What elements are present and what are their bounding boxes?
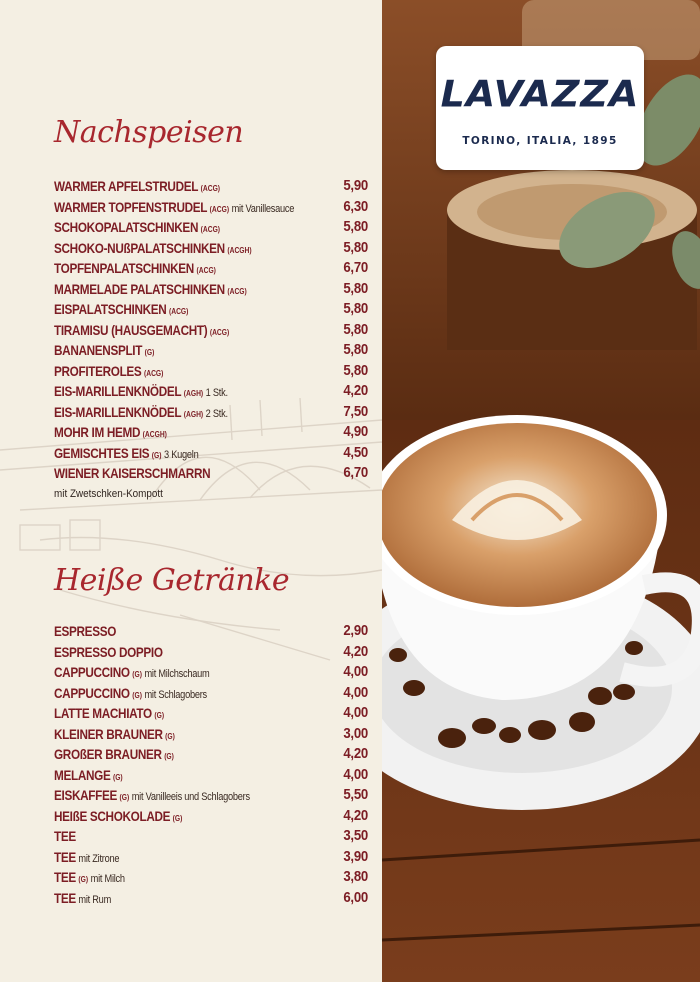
item-price: 5,80 bbox=[343, 279, 368, 297]
item-price: 5,80 bbox=[343, 300, 368, 317]
item-title: ESPRESSO DOPPIO bbox=[54, 643, 163, 660]
item-price: 5,80 bbox=[343, 341, 368, 358]
menu-item bbox=[54, 422, 368, 443]
desserts-footnote: mit Zwetschken-Kompott bbox=[54, 488, 163, 500]
item-title: ESPRESSO bbox=[54, 623, 117, 639]
item-title: TEE bbox=[54, 828, 76, 844]
item-title: WARMER TOPFENSTRUDEL bbox=[54, 198, 208, 215]
item-title: TEE bbox=[54, 848, 76, 865]
item-price: 6,70 bbox=[343, 259, 368, 276]
menu-item bbox=[54, 662, 368, 683]
menu-item bbox=[54, 683, 368, 704]
allergen-code: (G) bbox=[165, 731, 175, 741]
allergen-code: (G) bbox=[78, 875, 89, 884]
menu-item bbox=[54, 176, 368, 197]
desserts-list bbox=[54, 176, 368, 484]
item-price: 4,50 bbox=[343, 443, 368, 461]
allergen-code: (ACG) bbox=[196, 266, 216, 275]
allergen-code: (G) bbox=[172, 813, 183, 823]
allergen-code: (ACG) bbox=[168, 307, 189, 316]
menu-item bbox=[54, 258, 368, 279]
allergen-code: (G) bbox=[132, 690, 142, 700]
item-title: EIS-MARILLENKNÖDEL bbox=[54, 383, 182, 399]
item-title: SCHOKOPALATSCHINKEN bbox=[54, 219, 199, 235]
allergen-code: (ACG) bbox=[200, 184, 221, 193]
menu-item bbox=[54, 217, 368, 238]
item-title: EISPALATSCHINKEN bbox=[54, 301, 167, 317]
logo-tagline: TORINO, ITALIA, 1895 bbox=[462, 135, 618, 147]
item-price: 5,50 bbox=[343, 786, 368, 803]
item-price: 3,90 bbox=[343, 847, 368, 865]
item-name bbox=[54, 621, 116, 641]
item-price: 6,30 bbox=[343, 197, 368, 215]
item-title: SCHOKO-NUßPALATSCHINKEN bbox=[54, 239, 225, 256]
item-name bbox=[54, 847, 119, 869]
item-price: 5,80 bbox=[343, 320, 368, 338]
item-title: MARMELADE PALATSCHINKEN bbox=[54, 280, 225, 297]
item-note: mit Zitrone bbox=[78, 852, 120, 865]
allergen-code: (ACGH) bbox=[142, 430, 167, 439]
lavazza-logo bbox=[436, 46, 644, 170]
allergen-code: (G) bbox=[119, 793, 130, 802]
item-note: mit Vanilleeis und Schlagobers bbox=[131, 791, 250, 803]
allergen-code: (G) bbox=[132, 670, 142, 679]
menu-item bbox=[54, 443, 368, 464]
menu-item bbox=[54, 785, 368, 806]
menu-item bbox=[54, 867, 368, 888]
menu-item bbox=[54, 381, 368, 402]
allergen-code: (G) bbox=[151, 450, 162, 460]
item-note: 1 Stk. bbox=[205, 387, 228, 399]
item-price: 6,70 bbox=[343, 464, 368, 481]
item-price: 4,20 bbox=[343, 382, 368, 399]
menu-item bbox=[54, 765, 368, 786]
item-title: TEE bbox=[54, 869, 76, 885]
item-title: EIS-MARILLENKNÖDEL bbox=[54, 403, 182, 420]
item-name bbox=[54, 463, 210, 483]
menu-item bbox=[54, 744, 368, 765]
menu-item bbox=[54, 463, 368, 484]
item-note: mit Vanillesauce bbox=[231, 202, 295, 215]
item-price: 5,80 bbox=[343, 218, 368, 235]
item-title: KLEINER BRAUNER bbox=[54, 725, 163, 742]
menu-item bbox=[54, 197, 368, 218]
item-price: 3,50 bbox=[343, 827, 368, 844]
menu-item bbox=[54, 299, 368, 320]
allergen-code: (G) bbox=[112, 772, 123, 782]
item-title: MELANGE bbox=[54, 766, 111, 783]
item-title: GROßER BRAUNER bbox=[54, 746, 162, 762]
desserts-title: Nachspeisen bbox=[54, 115, 244, 150]
menu-item bbox=[54, 238, 368, 259]
allergen-code: (AGH) bbox=[183, 389, 204, 398]
item-title: TEE bbox=[54, 889, 76, 906]
menu-item bbox=[54, 340, 368, 361]
item-title: GEMISCHTES EIS bbox=[54, 444, 150, 461]
menu-item bbox=[54, 320, 368, 341]
allergen-code: (ACG) bbox=[209, 327, 230, 337]
item-price: 6,00 bbox=[343, 888, 368, 906]
item-title: WARMER APFELSTRUDEL bbox=[54, 178, 199, 194]
item-title: EISKAFFEE bbox=[54, 787, 117, 803]
item-price: 4,20 bbox=[343, 806, 368, 824]
item-name bbox=[54, 826, 76, 846]
menu-item bbox=[54, 703, 368, 724]
item-price: 4,20 bbox=[343, 745, 368, 762]
item-note: 3 Kugeln bbox=[164, 448, 199, 461]
item-note: mit Milch bbox=[90, 873, 125, 885]
item-price: 3,80 bbox=[343, 868, 368, 885]
menu-item bbox=[54, 621, 368, 642]
menu-item bbox=[54, 361, 368, 382]
allergen-code: (ACGH) bbox=[227, 245, 252, 255]
item-price: 4,90 bbox=[343, 423, 368, 440]
item-note: mit Rum bbox=[78, 893, 112, 906]
menu-item bbox=[54, 847, 368, 868]
item-price: 4,00 bbox=[343, 683, 368, 701]
item-price: 4,20 bbox=[343, 642, 368, 660]
item-price: 3,00 bbox=[343, 724, 368, 742]
item-title: TOPFENPALATSCHINKEN bbox=[54, 260, 194, 276]
menu-item bbox=[54, 806, 368, 827]
item-name bbox=[54, 888, 111, 910]
item-price: 5,80 bbox=[343, 361, 368, 379]
allergen-code: (G) bbox=[164, 752, 174, 761]
allergen-code: (AGH) bbox=[183, 409, 204, 419]
item-title: HEIßE SCHOKOLADE bbox=[54, 807, 171, 824]
item-title: CAPPUCCINO bbox=[54, 664, 130, 680]
item-title: MOHR IM HEMD bbox=[54, 424, 141, 440]
item-title: TIRAMISU (HAUSGEMACHT) bbox=[54, 321, 208, 338]
allergen-code: (ACG) bbox=[200, 225, 221, 234]
item-price: 5,90 bbox=[343, 177, 368, 194]
item-price: 5,80 bbox=[343, 238, 368, 256]
item-price: 4,00 bbox=[343, 663, 368, 680]
item-price: 4,00 bbox=[343, 704, 368, 721]
menu-item bbox=[54, 826, 368, 847]
item-name bbox=[54, 642, 163, 662]
menu-item bbox=[54, 724, 368, 745]
allergen-code: (G) bbox=[154, 711, 165, 720]
allergen-code: (ACG) bbox=[143, 368, 164, 378]
item-note: mit Milchschaum bbox=[144, 668, 210, 680]
item-title: LATTE MACHIATO bbox=[54, 705, 152, 721]
item-price: 7,50 bbox=[343, 402, 368, 420]
allergen-code: (ACG) bbox=[209, 204, 230, 214]
logo-brand: LAVAZZA bbox=[440, 73, 640, 115]
allergen-code: (ACG) bbox=[227, 286, 247, 296]
item-title: PROFITEROLES bbox=[54, 362, 142, 379]
allergen-code: (G) bbox=[144, 348, 155, 357]
menu-item bbox=[54, 888, 368, 909]
item-note: mit Schlagobers bbox=[144, 688, 207, 701]
hot-drinks-title: Heiße Getränke bbox=[54, 563, 290, 598]
hot-drinks-list bbox=[54, 621, 368, 908]
item-title: WIENER KAISERSCHMARRN bbox=[54, 465, 211, 481]
item-title: BANANENSPLIT bbox=[54, 342, 143, 358]
item-title: CAPPUCCINO bbox=[54, 684, 130, 701]
item-note: 2 Stk. bbox=[205, 407, 228, 420]
item-price: 4,00 bbox=[343, 765, 368, 783]
menu-item bbox=[54, 402, 368, 423]
menu-item bbox=[54, 642, 368, 663]
menu-item bbox=[54, 279, 368, 300]
item-price: 2,90 bbox=[343, 622, 368, 639]
